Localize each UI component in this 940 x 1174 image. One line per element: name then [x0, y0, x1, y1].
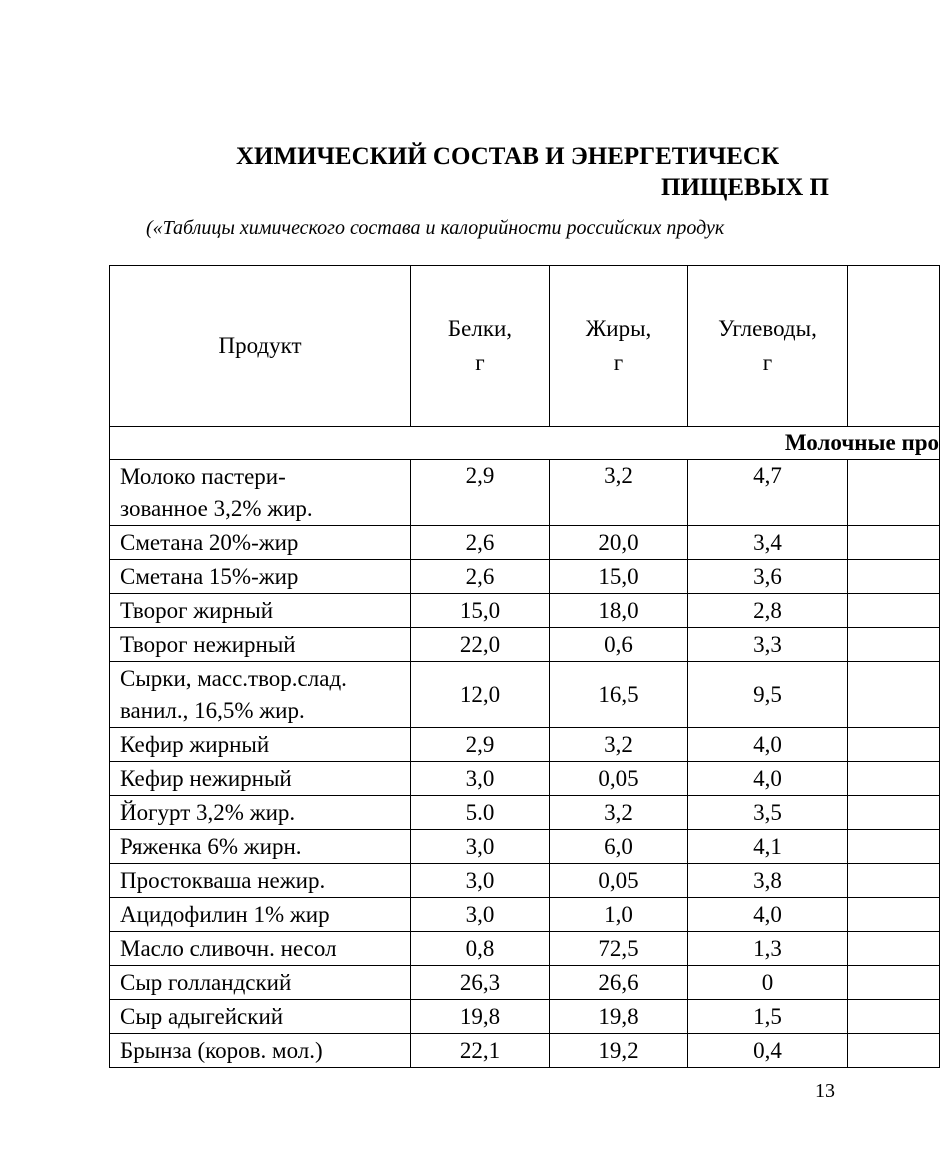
carbs-cell: 4,0: [688, 898, 848, 932]
product-name-cell: Сырки, масс.твор.слад. ванил., 16,5% жир.: [110, 662, 411, 728]
extra-cell: [848, 932, 940, 966]
extra-cell: [848, 662, 940, 728]
carbs-cell: 4,7: [688, 460, 848, 526]
table-row: [110, 762, 940, 796]
table-row: [110, 728, 940, 762]
protein-cell: 2,9: [411, 728, 550, 762]
fat-cell: 6,0: [550, 830, 688, 864]
fat-cell: 18,0: [550, 594, 688, 628]
document-title-line2: ПИЩЕВЫХ П: [661, 174, 829, 201]
protein-cell: 3,0: [411, 762, 550, 796]
fat-cell: 20,0: [550, 526, 688, 560]
product-name-cell: Брынза (коров. мол.): [110, 1034, 411, 1068]
fat-cell: 0,05: [550, 762, 688, 796]
protein-cell: 0,8: [411, 932, 550, 966]
table-row: [110, 560, 940, 594]
header-carbs: Углеводы, г: [688, 266, 848, 427]
extra-cell: [848, 560, 940, 594]
protein-cell: 19,8: [411, 1000, 550, 1034]
section-header-row: [110, 427, 940, 460]
protein-cell: 26,3: [411, 966, 550, 1000]
table-row: [110, 1034, 940, 1068]
nutrition-table-container: [109, 265, 939, 1075]
protein-cell: 12,0: [411, 662, 550, 728]
product-name-cell: Сметана 20%-жир: [110, 526, 411, 560]
extra-cell: [848, 1034, 940, 1068]
product-name-cell: Творог нежирный: [110, 628, 411, 662]
product-name-cell: Ацидофилин 1% жир: [110, 898, 411, 932]
carbs-cell: 4,0: [688, 762, 848, 796]
fat-cell: 16,5: [550, 662, 688, 728]
extra-cell: [848, 864, 940, 898]
table-row: [110, 628, 940, 662]
protein-cell: 2,6: [411, 560, 550, 594]
fat-cell: 3,2: [550, 796, 688, 830]
extra-cell: [848, 762, 940, 796]
extra-cell: [848, 898, 940, 932]
carbs-cell: 3,3: [688, 628, 848, 662]
document-subtitle: («Таблицы химического состава и калорийности российских продук: [146, 217, 725, 239]
product-name-cell: Сыр адыгейский: [110, 1000, 411, 1034]
protein-cell: 3,0: [411, 898, 550, 932]
carbs-cell: 0: [688, 966, 848, 1000]
table-row: [110, 932, 940, 966]
table-row: [110, 662, 940, 728]
extra-cell: [848, 728, 940, 762]
extra-cell: [848, 460, 940, 526]
carbs-cell: 3,5: [688, 796, 848, 830]
fat-cell: 1,0: [550, 898, 688, 932]
product-name-cell: Простокваша нежир.: [110, 864, 411, 898]
carbs-cell: 2,8: [688, 594, 848, 628]
fat-cell: 0,6: [550, 628, 688, 662]
table-row: [110, 526, 940, 560]
carbs-cell: 1,5: [688, 1000, 848, 1034]
extra-cell: [848, 796, 940, 830]
protein-cell: 22,1: [411, 1034, 550, 1068]
fat-cell: 19,2: [550, 1034, 688, 1068]
carbs-cell: 4,0: [688, 728, 848, 762]
table-row: [110, 864, 940, 898]
carbs-cell: 3,4: [688, 526, 848, 560]
protein-cell: 22,0: [411, 628, 550, 662]
protein-cell: 2,9: [411, 460, 550, 526]
table-row: [110, 460, 940, 526]
table-header-row: [110, 266, 940, 427]
extra-cell: [848, 526, 940, 560]
header-extra: [848, 266, 940, 427]
header-protein: Белки, г: [411, 266, 550, 427]
fat-cell: 3,2: [550, 728, 688, 762]
product-name-cell: Йогурт 3,2% жир.: [110, 796, 411, 830]
header-fat: Жиры, г: [550, 266, 688, 427]
section-label: Молочные про: [110, 427, 940, 460]
product-name-cell: Кефир жирный: [110, 728, 411, 762]
product-name-cell: Сметана 15%-жир: [110, 560, 411, 594]
extra-cell: [848, 1000, 940, 1034]
nutrition-table: [109, 265, 940, 1068]
carbs-cell: 4,1: [688, 830, 848, 864]
protein-cell: 3,0: [411, 830, 550, 864]
product-name-cell: Сыр голландский: [110, 966, 411, 1000]
fat-cell: 19,8: [550, 1000, 688, 1034]
page-number: 13: [815, 1080, 835, 1102]
extra-cell: [848, 628, 940, 662]
carbs-cell: 3,6: [688, 560, 848, 594]
header-product: Продукт: [110, 266, 411, 427]
product-name-cell: Ряженка 6% жирн.: [110, 830, 411, 864]
extra-cell: [848, 830, 940, 864]
fat-cell: 15,0: [550, 560, 688, 594]
product-name-cell: Творог жирный: [110, 594, 411, 628]
protein-cell: 3,0: [411, 864, 550, 898]
protein-cell: 5.0: [411, 796, 550, 830]
extra-cell: [848, 966, 940, 1000]
document-title-line1: ХИМИЧЕСКИЙ СОСТАВ И ЭНЕРГЕТИЧЕСК: [236, 143, 780, 170]
table-row: [110, 898, 940, 932]
table-row: [110, 594, 940, 628]
carbs-cell: 9,5: [688, 662, 848, 728]
product-name-cell: Молоко пастери- зованное 3,2% жир.: [110, 460, 411, 526]
fat-cell: 0,05: [550, 864, 688, 898]
carbs-cell: 1,3: [688, 932, 848, 966]
table-row: [110, 796, 940, 830]
product-name-cell: Кефир нежирный: [110, 762, 411, 796]
extra-cell: [848, 594, 940, 628]
protein-cell: 15,0: [411, 594, 550, 628]
table-row: [110, 1000, 940, 1034]
fat-cell: 3,2: [550, 460, 688, 526]
carbs-cell: 3,8: [688, 864, 848, 898]
carbs-cell: 0,4: [688, 1034, 848, 1068]
table-row: [110, 966, 940, 1000]
fat-cell: 26,6: [550, 966, 688, 1000]
fat-cell: 72,5: [550, 932, 688, 966]
protein-cell: 2,6: [411, 526, 550, 560]
table-row: [110, 830, 940, 864]
product-name-cell: Масло сливочн. несол: [110, 932, 411, 966]
